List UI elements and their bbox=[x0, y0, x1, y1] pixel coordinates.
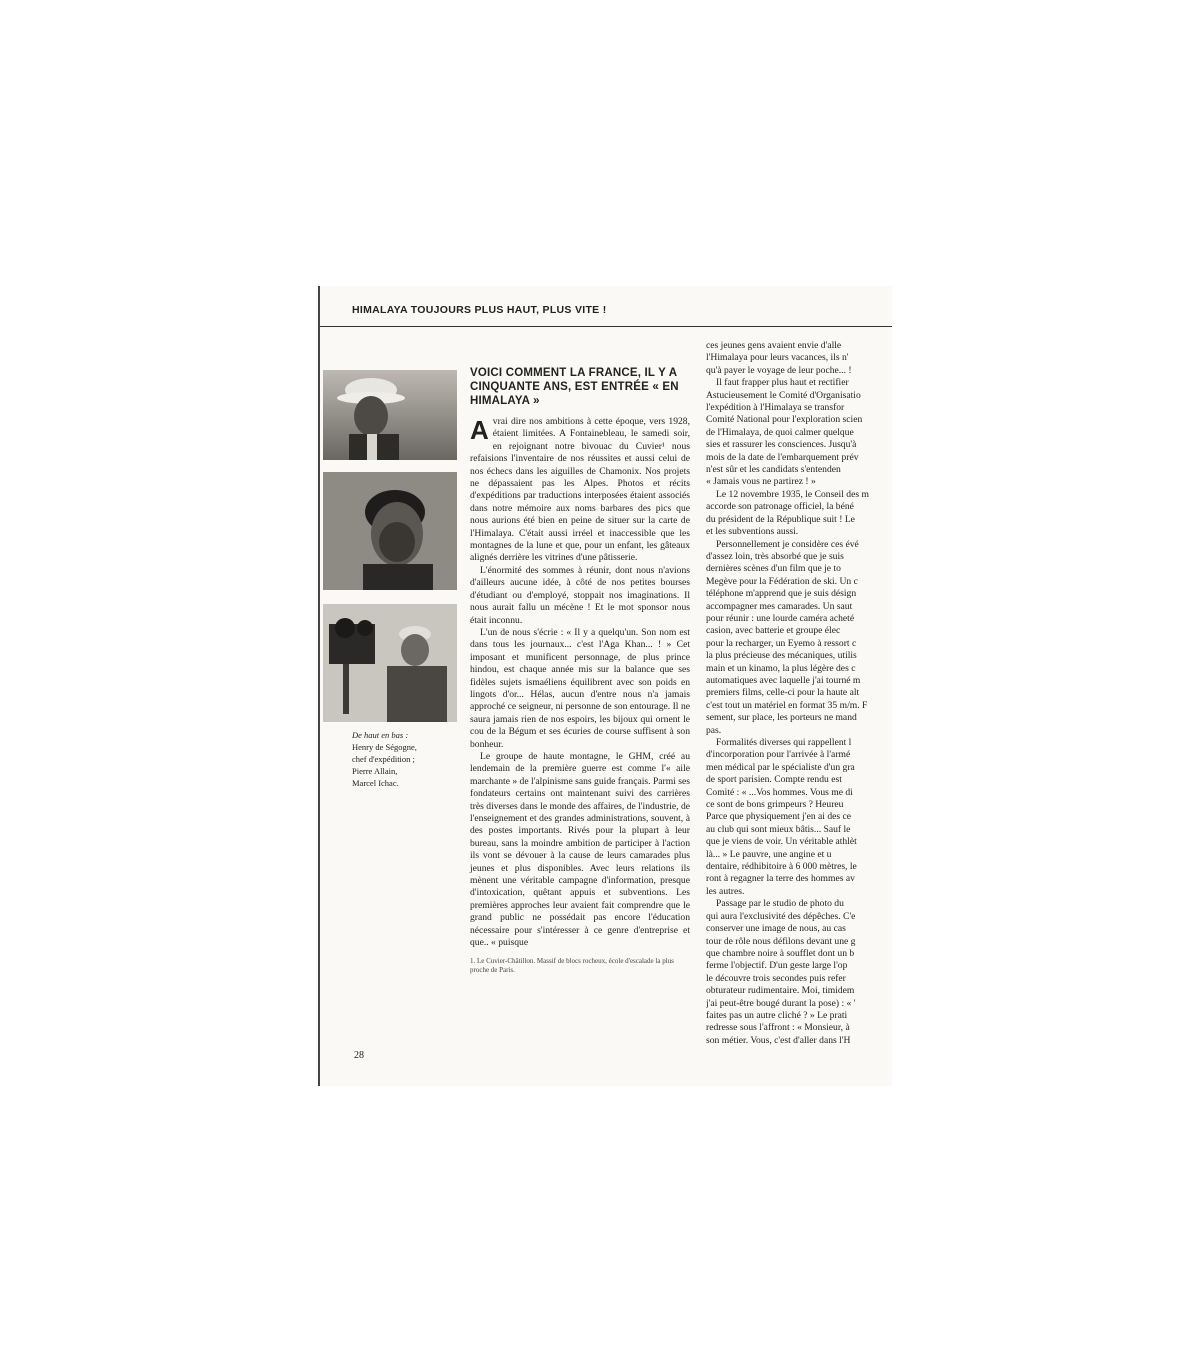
caption-line: Marcel Ichac. bbox=[352, 778, 399, 788]
running-header: HIMALAYA TOUJOURS PLUS HAUT, PLUS VITE ! bbox=[352, 304, 607, 316]
right-column-line: men médical par le spécialiste d'un gra bbox=[706, 761, 855, 773]
paragraph-4: Le groupe de haute montagne, le GHM, créé au lendemain de la première guerre est comme l'« aile marchante » de l'alpinisme sans guide français. Parmi ses fondateurs certains ont maintenant suivi des carrières très diverses dans le monde des affaires, de l'industrie, de l'enseignement et des grandes administrations, souvent, à des postes importants. Rivés pour la plupart à leur bureau, sans la moindre ambition de participer à l'action ils vont se dévouer à la cause de leurs camarades plus jeunes et plus disponibles. Avec leurs relations ils mènent une véritable campagne d'information, presque d'intoxication, quêtant appuis et subventions. Les premières approches leur avaient fait comprendre que le grand public ne possédait pas encore l'éducation nécessaire pour s'intéresser à ce genre d'entreprise et que.. « puisque bbox=[470, 750, 690, 949]
paragraph-2: L'énormité des sommes à réunir, dont nous n'avions d'ailleurs aucune idée, à côté de nos petites bourses d'étudiant ou d'employé, stoppait nos imaginations. Il nous aurait fallu un mécène ! Et le mot sponsor nous était inconnu. bbox=[470, 564, 690, 626]
right-column-line: dernières scènes d'un film que je to bbox=[706, 563, 841, 575]
header-rule bbox=[320, 326, 892, 327]
photo-pierre-allain bbox=[323, 472, 457, 590]
right-column-line: Formalités diverses qui rappellent l bbox=[716, 737, 852, 748]
magazine-page bbox=[318, 286, 892, 1086]
right-column-line: Personnellement je considère ces évé bbox=[716, 538, 859, 550]
right-column-line: pour réunir : une lourde caméra acheté bbox=[706, 612, 855, 624]
right-column-line: Comité : « ...Vos hommes. Vous me di bbox=[706, 786, 853, 798]
caption-line: chef d'expédition ; bbox=[352, 754, 415, 764]
right-column-line: sement, sur place, les porteurs ne mand bbox=[706, 712, 857, 724]
photo-marcel-ichac bbox=[323, 604, 457, 722]
right-column-line: tour de rôle nous défilons devant une g bbox=[706, 935, 856, 947]
right-column-line: son métier. Vous, c'est d'aller dans l'H bbox=[706, 1034, 851, 1046]
right-column-line: l'expédition à l'Himalaya se transfor bbox=[706, 402, 845, 414]
right-column-line: les autres. bbox=[706, 885, 745, 897]
right-column-line: Parce que physiquement j'en ai des ce bbox=[706, 811, 852, 823]
caption-line: Pierre Allain, bbox=[352, 766, 398, 776]
photo-caption bbox=[352, 729, 452, 789]
right-column-line: qu'à payer le voyage de leur poche... ! bbox=[706, 364, 852, 376]
right-column-line: ces jeunes gens avaient envie d'alle bbox=[706, 340, 842, 351]
right-column-line: obturateur rudimentaire. Moi, timidem bbox=[706, 985, 855, 997]
right-column-line: Comité National pour l'exploration scien bbox=[706, 414, 863, 426]
right-column-line: automatiques avec laquelle j'ai tourné m bbox=[706, 674, 861, 686]
right-column-line: la plus précieuse des mécaniques, utilis bbox=[706, 650, 857, 662]
right-column-line: Il faut frapper plus haut et rectifier bbox=[716, 377, 849, 389]
right-column-line: conserver une image de nous, au cas bbox=[706, 923, 846, 935]
right-column-line: mois de la date de l'embarquement prév bbox=[706, 451, 859, 463]
right-column-line: casion, avec batterie et groupe élec bbox=[706, 625, 841, 637]
right-column-line: au club qui sont mieux bâtis... Sauf le bbox=[706, 823, 851, 835]
right-column bbox=[706, 340, 892, 1047]
right-column-line: d'assez loin, très absorbé que je suis bbox=[706, 550, 844, 562]
right-column-line: téléphone m'apprend que je suis désign bbox=[706, 588, 857, 600]
right-column-line: du président de la République suit ! Le bbox=[706, 513, 855, 525]
caption-line: Henry de Ségogne, bbox=[352, 742, 417, 752]
paragraph-1: Avrai dire nos ambitions à cette époque, vers 1928, étaient limitées. A Fontainebleau, le samedi soir, en rejoignant notre bivouac du Cuvier¹ nous refaisions l'inventaire de nos réussites et aussi celui de nos échecs dans les aiguilles de Chamonix. Nos projets ne dépassaient pas les Alpes. Photos et récits d'expéditions par traductions interposées étaient associés dans notre mémoire aux noms barbares des pics que nous aurions été bien en peine de situer sur la carte de l'Himalaya. C'était aussi irréel et inaccessible que les montagnes de la lune et que, pour un enfant, les gâteaux alignés derrière les vitrines d'une pâtisserie. bbox=[470, 415, 690, 564]
right-column-line: n'est sûr et les candidats s'entenden bbox=[706, 464, 841, 476]
article-body bbox=[470, 416, 690, 949]
right-column-line: de sport parisien. Compte rendu est bbox=[706, 774, 842, 786]
page-number: 28 bbox=[354, 1050, 364, 1061]
right-column-line: premiers films, celle-ci pour la haute alt bbox=[706, 687, 860, 699]
right-column-line: sies et rassurer les consciences. Jusqu'à bbox=[706, 439, 857, 451]
photo-henry-de-segogne bbox=[323, 370, 457, 460]
right-column-line: Megève pour la Fédération de ski. Un c bbox=[706, 575, 858, 587]
article-title: VOICI COMMENT LA FRANCE, IL Y A CINQUANTE ANS, EST ENTRÉE « EN HIMALAYA » bbox=[470, 367, 679, 407]
right-column-text bbox=[706, 340, 892, 1047]
right-column-line: ront à regagner la terre des hommes av bbox=[706, 873, 855, 885]
right-column-line: Le 12 novembre 1935, le Conseil des m bbox=[716, 488, 869, 500]
right-column-line: accompagner mes camarades. Un saut bbox=[706, 600, 853, 612]
right-column-line: que je viens de voir. Un véritable athlèt bbox=[706, 836, 857, 848]
right-column-line: que chambre noire à soufflet dont un b bbox=[706, 947, 855, 959]
right-column-line: j'ai peut-être bougé durant la pose) : « ' bbox=[706, 997, 856, 1009]
right-column-line: de l'Himalaya, de quoi calmer quelque bbox=[706, 426, 854, 438]
right-column-line: c'est tout un matériel en format 35 m/m. F bbox=[706, 699, 868, 711]
right-column-line: ce sont de bons grimpeurs ? Heureu bbox=[706, 799, 844, 811]
paragraph-3: L'un de nous s'écrie : « Il y a quelqu'un. Son nom est dans tous les journaux... c'est l'Aga Khan... ! » Cet imposant et munificent personnage, de plus prince hindou, est chaque année mis sur la balance que ses fidèles sujets ismaéliens équilibrent avec son poids en lingots d'or... Hélas, aucun d'entre nous n'a jamais approché ce seigneur, ni personne de son entourage. Il ne saura jamais rien de nos espoirs, les bijoux qui ornent le cou de la Bégum et ses écuries de course suffisent à son bonheur. bbox=[470, 626, 690, 750]
right-column-line: Passage par le studio de photo du bbox=[716, 898, 844, 910]
right-column-line: pour la recharger, un Eyemo à ressort c bbox=[706, 637, 857, 649]
right-column-line: là... » Le pauvre, une angine et u bbox=[706, 848, 832, 860]
right-column-line: qui aura l'exclusivité des dépêches. C'e bbox=[706, 910, 856, 922]
right-column-line: le découvre trois secondes puis refer bbox=[706, 972, 846, 984]
caption-lead: De haut en bas : bbox=[352, 730, 409, 740]
right-column-line: accorde son patronage officiel, la béné bbox=[706, 501, 854, 513]
right-column-line: dentaire, rédhibitoire à 6 000 mètres, le bbox=[706, 861, 857, 873]
right-column-line: l'Himalaya pour leurs vacances, ils n' bbox=[706, 352, 849, 364]
drop-cap: A bbox=[470, 415, 489, 445]
right-column-line: faites pas un autre cliché ? » Le prati bbox=[706, 1009, 848, 1021]
right-column-line: Astucieusement le Comité d'Organisatio bbox=[706, 389, 861, 401]
article-column bbox=[470, 366, 690, 975]
right-column-line: et les subventions aussi. bbox=[706, 526, 799, 538]
right-column-line: ferme l'objectif. D'un geste large l'op bbox=[706, 960, 848, 972]
footnote: 1. Le Cuvier-Châtillon. Massif de blocs rocheux, école d'escalade la plus proche de Paris. bbox=[470, 957, 674, 975]
right-column-line: pas. bbox=[706, 724, 722, 736]
right-column-line: « Jamais vous ne partirez ! » bbox=[706, 476, 816, 488]
right-column-line: redresse sous l'affront : « Monsieur, à bbox=[706, 1022, 850, 1034]
right-column-line: main et un kinamo, la plus légère des c bbox=[706, 662, 856, 674]
right-column-line: d'incorporation pour l'arrivée à l'armé bbox=[706, 749, 851, 761]
